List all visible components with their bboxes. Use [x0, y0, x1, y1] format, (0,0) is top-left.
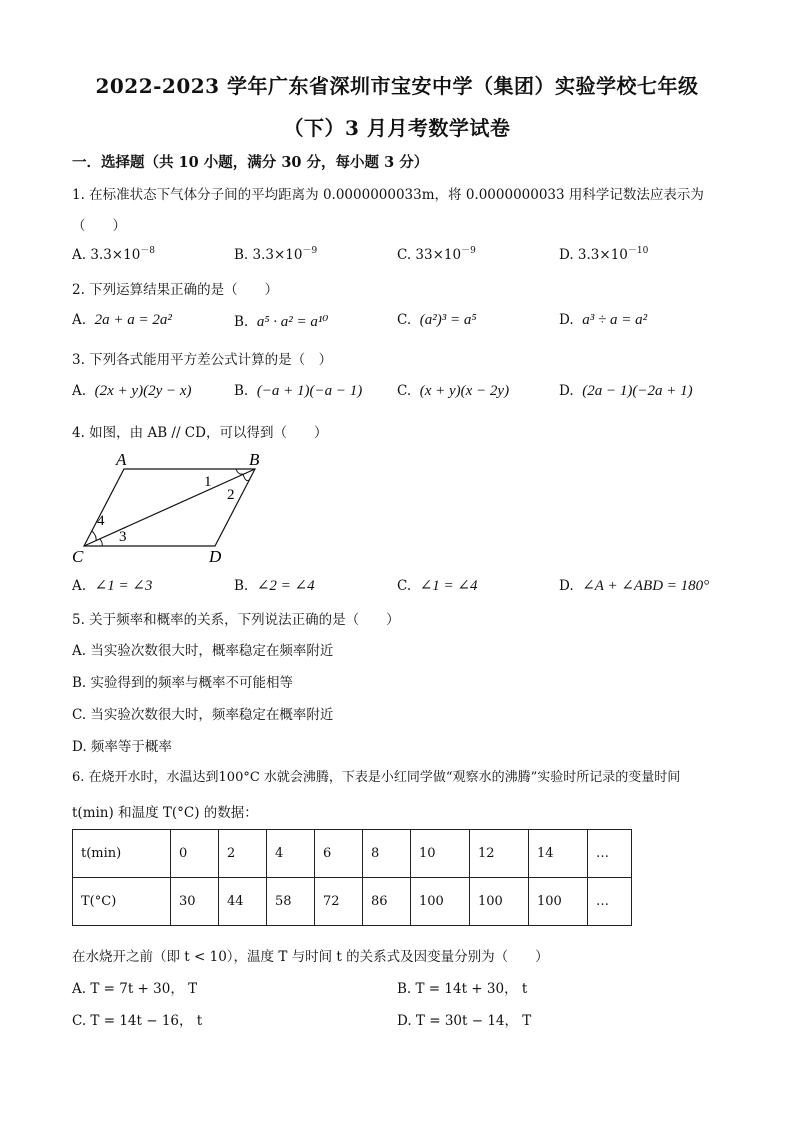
q3-option-b-expression: (−a + 1)(−a − 1)	[256, 383, 363, 399]
table-cell: 58	[267, 878, 315, 926]
q1-option-a-exponent: －8	[140, 246, 156, 256]
table-cell: 100	[529, 878, 588, 926]
exam-title-line-2: （下）3 月月考数学试卷	[283, 116, 511, 140]
q2-option-c[interactable]	[397, 312, 477, 329]
q1-option-c-exponent: －9	[461, 246, 476, 256]
q4-option-c-label: C.	[397, 578, 412, 594]
q3-option-d[interactable]	[559, 383, 693, 400]
q6-option-b[interactable]: B. T = 14t + 30， t	[397, 981, 528, 997]
vertex-label-a: A	[116, 450, 127, 469]
q2-option-b[interactable]	[234, 312, 328, 331]
q6-stem-line-1: 6. 在烧开水时，水温达到100°C 水就会沸腾，下表是小红同学做“观察水的沸腾”实验时所记录的变量时间	[72, 770, 681, 785]
q4-option-d[interactable]	[559, 576, 709, 595]
q1-option-d-text: D. 3.3×10	[559, 247, 628, 263]
q3-option-d-label: D.	[559, 383, 574, 399]
table-cell: 10	[411, 830, 470, 878]
q2-option-d[interactable]	[559, 312, 647, 329]
vertex-label-b: B	[249, 450, 260, 469]
q4-option-b-label: B.	[234, 578, 249, 594]
angle-label-3: 3	[119, 529, 127, 545]
q3-option-a-label: A.	[72, 383, 87, 399]
angle-arc-1	[236, 469, 243, 474]
q1-option-c-text: C. 33×10	[397, 247, 462, 263]
q6-data-table	[72, 829, 632, 926]
q1-option-d-exponent: －10	[627, 246, 649, 256]
q2-stem: 2. 下列运算结果正确的是（ ）	[72, 282, 279, 298]
table-cell: 12	[470, 830, 529, 878]
q1-option-b-exponent: －9	[302, 246, 318, 256]
q4-parallelogram-figure	[70, 448, 280, 568]
angle-label-2: 2	[227, 487, 235, 503]
q6-option-d[interactable]: D. T = 30t − 14， T	[397, 1013, 532, 1029]
table-cell: 2	[219, 830, 267, 878]
table-cell: 100	[411, 878, 470, 926]
q2-option-c-label: C.	[397, 312, 412, 328]
q2-option-b-label: B.	[234, 314, 249, 330]
q1-option-c[interactable]	[397, 247, 476, 263]
table-cell: 86	[363, 878, 411, 926]
q4-option-b[interactable]	[234, 576, 315, 595]
q5-option-b[interactable]: B. 实验得到的频率与概率不可能相等	[72, 675, 294, 691]
q6-question: 在水烧开之前（即 t < 10），温度 T 与时间 t 的关系式及因变量分别为（ ）	[72, 949, 549, 965]
vertex-label-c: C	[72, 547, 84, 566]
q5-option-a[interactable]: A. 当实验次数很大时，概率稳定在频率附近	[72, 643, 334, 659]
q4-option-a[interactable]	[72, 576, 152, 595]
table-cell: 14	[529, 830, 588, 878]
table-cell: …	[588, 878, 632, 926]
q3-stem: 3. 下列各式能用平方差公式计算的是（ ）	[72, 352, 333, 368]
q1-option-a[interactable]	[72, 247, 155, 263]
q5-stem: 5. 关于频率和概率的关系，下列说法正确的是（ ）	[72, 612, 400, 628]
q3-option-c-expression: (x + y)(x − 2y)	[419, 383, 510, 399]
q4-option-d-label: D.	[559, 578, 574, 594]
q2-option-d-label: D.	[559, 312, 574, 328]
q1-option-a-text: A. 3.3×10	[72, 247, 141, 263]
q3-option-a-expression: (2x + y)(2y − x)	[94, 383, 192, 399]
angle-arc-2	[243, 474, 250, 481]
q4-option-c-expression: ∠1 = ∠4	[419, 578, 478, 594]
q2-option-a-expression: 2a + a = 2a²	[94, 312, 172, 328]
table-row	[73, 878, 632, 926]
q3-option-c-label: C.	[397, 383, 412, 399]
q3-option-b[interactable]	[234, 383, 362, 400]
q1-stem-line-2: （ ）	[72, 218, 126, 234]
q3-option-b-label: B.	[234, 383, 249, 399]
table-cell: t(min)	[73, 830, 171, 878]
q2-option-a[interactable]	[72, 312, 172, 329]
q3-option-d-expression: (2a − 1)(−2a + 1)	[582, 383, 693, 399]
q1-option-b[interactable]	[234, 247, 317, 263]
q4-option-b-expression: ∠2 = ∠4	[256, 578, 315, 594]
q4-option-d-expression: ∠A + ∠ABD = 180°	[582, 578, 710, 594]
q2-option-c-expression: (a²)³ = a⁵	[419, 312, 477, 328]
q2-option-b-expression: a⁵ · a² = a¹⁰	[256, 314, 329, 330]
diagonal-bc	[84, 469, 255, 546]
q4-option-a-expression: ∠1 = ∠3	[94, 578, 153, 594]
q2-option-a-label: A.	[72, 312, 87, 328]
table-cell: 100	[470, 878, 529, 926]
table-cell: …	[588, 830, 632, 878]
table-cell: 6	[315, 830, 363, 878]
angle-label-1: 1	[204, 474, 212, 490]
q3-option-c[interactable]	[397, 383, 509, 400]
q6-option-a[interactable]: A. T = 7t + 30， T	[72, 981, 198, 997]
q6-option-c[interactable]: C. T = 14t − 16， t	[72, 1013, 203, 1029]
section-heading: 一．选择题（共 10 小题，满分 30 分，每小题 3 分）	[72, 154, 429, 171]
q4-option-a-label: A.	[72, 578, 87, 594]
q2-option-d-expression: a³ ÷ a = a²	[582, 312, 648, 328]
exam-title-line-1: 2022-2023 学年广东省深圳市宝安中学（集团）实验学校七年级	[95, 74, 699, 98]
angle-arc-3	[100, 539, 102, 546]
q1-option-d[interactable]	[559, 247, 648, 263]
table-cell: 72	[315, 878, 363, 926]
q1-option-b-text: B. 3.3×10	[234, 247, 303, 263]
q1-stem-line-1: 1. 在标准状态下气体分子间的平均距离为 0.0000000033m，将 0.0000000033 用科学记数法应表示为	[72, 187, 704, 203]
q6-stem-line-2: t(min) 和温度 T(°C) 的数据：	[72, 805, 258, 821]
q3-option-a[interactable]	[72, 383, 192, 400]
q5-option-d[interactable]: D. 频率等于概率	[72, 739, 172, 755]
q5-option-c[interactable]: C. 当实验次数很大时，频率稳定在概率附近	[72, 707, 334, 723]
vertex-label-d: D	[209, 547, 222, 566]
table-cell: 4	[267, 830, 315, 878]
table-cell: 0	[171, 830, 219, 878]
table-cell: 44	[219, 878, 267, 926]
q4-option-c[interactable]	[397, 576, 478, 595]
table-cell: T(°C)	[73, 878, 171, 926]
angle-arc-4	[92, 531, 96, 541]
table-cell: 30	[171, 878, 219, 926]
q4-stem: 4. 如图，由 AB // CD，可以得到（ ）	[72, 425, 328, 441]
angle-label-4: 4	[97, 513, 105, 529]
table-cell: 8	[363, 830, 411, 878]
table-row	[73, 830, 632, 878]
